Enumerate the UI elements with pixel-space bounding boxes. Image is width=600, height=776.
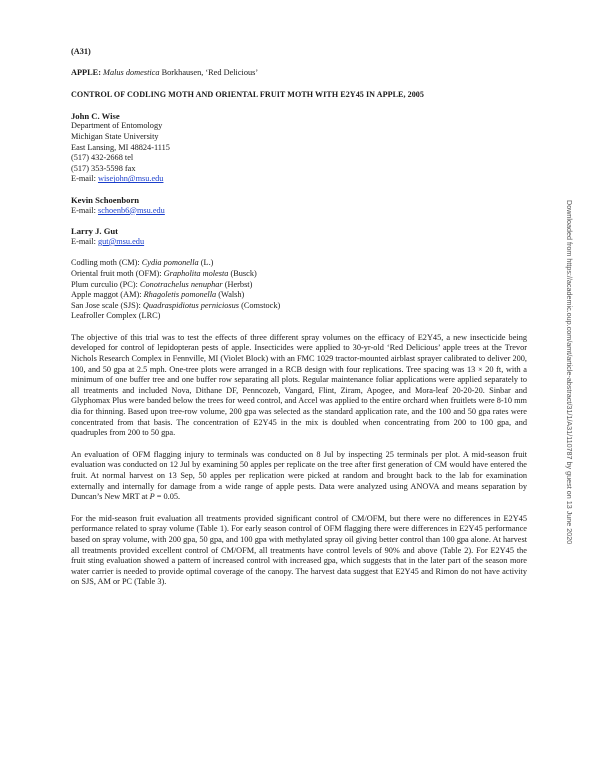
pest-authority: (Herbst) [222,279,253,289]
article-tag: (A31) [71,47,91,56]
email-label: E-mail: [71,205,98,215]
pest-authority: (L.) [198,258,214,268]
author-affiliation-line: Michigan State University [71,131,159,141]
crop-scientific-name: Malus domestica [103,67,160,77]
pest-list [71,258,527,322]
email-link[interactable]: wisejohn@msu.edu [97,174,164,184]
author-name: John C. Wise [71,110,120,121]
pest-authority: (Walsh) [216,290,245,300]
author-1 [71,111,527,185]
pest-item [71,311,527,322]
pest-item [71,269,527,280]
pest-item [71,258,527,269]
author-phone: (517) 432-2668 tel [71,153,134,163]
pest-common-name: Apple maggot (AM): [71,290,144,300]
pest-scientific-name: Conotrachelus nenuphar [139,279,223,289]
pest-common-name: Plum curculio (PC): [71,279,140,289]
download-watermark: Downloaded from https://academic.oup.com/amt/article-abstract/31/1/A31/110787 by guest on 13 June 2020 [565,200,574,545]
pest-common-name: San Jose scale (SJS): [71,300,143,310]
pest-scientific-name: Grapholita molesta [163,268,229,278]
author-3 [71,226,527,247]
author-name: Larry J. Gut [71,226,119,237]
pest-item [71,280,527,291]
pest-common-name: Oriental fruit moth (OFM): [71,268,164,278]
email-label: E-mail: [71,236,98,246]
methods-paragraph: The objective of this trial was to test the effects of three different spray volumes on the efficacy of E2Y45, a new insecticide being developed for control of lepidopteran pests of apple. Insecticides were applied to 30-yr-old ‘Red Delicious’ apple trees at the Trevor Nichols Research Complex in Fennville, MI (Violet Block) with an FMC 1029 tractor-mounted airblast sprayer calibrated to deliver 200, 100, and 50 gpa at 2.5 mph. One-tree plots were arranged in a RCB design with four replications. Tree spacing was 13 × 20 ft, with a minimum of one buffer tree and one buffer row separating all plots. Regular maintenance foliar applications were applied separately to all treatments and included Nova, Dithane DF, Penncozeb, Vangard, Flint, Ziram, Apogee, and Mora-leaf 20-20-20. Sinbar and Glyphomax Plus were banded below the trees for weed control, and Accel was applied to the entire orchard when fruitlets were 8-10 mm dia for thinning. Based upon tree-row volume, 200 gpa was selected as the standard application rate, and the 100 and 50 gpa rates were concentrated from that basis. The concentration of E2Y45 in the mix is doubled when concentrating from 200 to 100 gpa, and quadruples from 200 to 50 gpa. [71,332,527,438]
email-link[interactable]: gut@msu.edu [97,236,145,246]
crop-line [71,68,527,79]
page-body [71,44,527,596]
email-link[interactable]: schoenb6@msu.edu [97,205,165,215]
author-affiliation-line: East Lansing, MI 48824-1115 [71,142,170,152]
email-label: E-mail: [71,174,98,184]
pest-authority: (Busck) [228,268,257,278]
author-name: Kevin Schoenborn [71,194,140,205]
pest-scientific-name: Rhagoletis pomonella [143,290,217,300]
article-title: CONTROL OF CODLING MOTH AND ORIENTAL FRUIT MOTH WITH E2Y45 IN APPLE, 2005 [71,90,424,100]
crop-cultivar: Borkhausen, ‘Red Delicious’ [159,67,259,77]
author-fax: (517) 353-5598 fax [71,163,136,173]
author-affiliation-line: Department of Entomology [71,121,163,131]
pest-scientific-name: Cydia pomonella [141,258,199,268]
author-email-line [71,206,527,217]
crop-label: APPLE: [71,67,101,77]
author-email-line [71,174,527,185]
pest-authority: (Comstock) [239,300,281,310]
pest-common-name: Codling moth (CM): [71,258,142,268]
pest-scientific-name: Quadraspidiotus perniciosus [142,300,240,310]
pest-common-name: Leafroller Complex (LRC) [71,311,161,321]
pest-item [71,290,527,301]
pest-item [71,301,527,312]
results-paragraph: For the mid-season fruit evaluation all treatments provided significant control of CM/OFM, but there were no differences in E2Y45 performance related to spray volume (Table 1). For early season control of OFM flagging there were differences in E2Y45 performance based on spray volume, with 200 gpa, 50 gpa, and 100 gpa with methylated spray oil giving better control than 100 gpa alone. At harvest all treatments provided excellent control of CM/OFM, all treatments have control levels of 90% and above (Table 2). For E2Y45 the fruit sting evaluation showed a pattern of increased control with increased gpa, which suggests that in the later part of the season more water carrier is needed to provide optimal coverage of the canopy. The harvest data suggest that E2Y45 and Rimon do not have activity on SJS, AM or PC (Table 3). [71,513,527,587]
author-2 [71,195,527,216]
evaluation-paragraph: An evaluation of OFM flagging injury to terminals was conducted on 8 Jul by inspecting 25 terminals per plot. A mid-season fruit evaluation was conducted on 12 Jul by examining 50 apples per replicate on the tree after first generation of CM would have entered the fruit. At normal harvest on 13 Sep, 50 apples per replication were picked at random and brought back to the lab for examination externally and internally for damage from a wide range of apple pests. Data were analyzed using ANOVA and means separation by Duncan’s New MRT at P = 0.05. [71,449,527,502]
author-email-line [71,237,527,248]
